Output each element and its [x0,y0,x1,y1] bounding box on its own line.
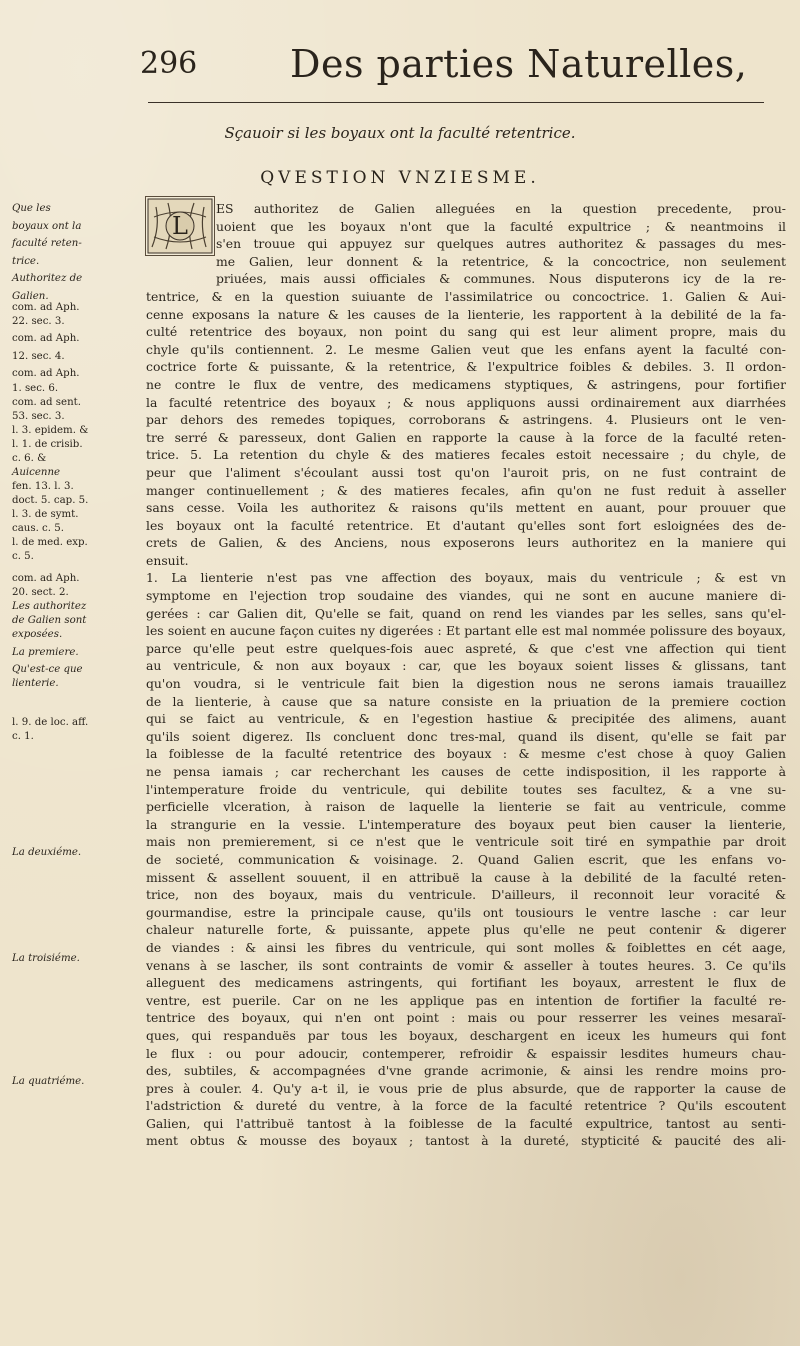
text-line: qui se faict au ventricule, & en l'egestion hastiue & precipitée des alimens, auant [146,711,786,727]
margin-note: 22. sec. 3. [12,315,65,327]
margin-note: c. 6. & [12,452,47,464]
text-line: l'intemperature froide du ventricule, qui debilite toutes ses facultez, & a vne su- [146,781,786,797]
text-line: au ventricule, & non aux boyaux : car, que les boyaux soient lisses & glissans, tant [146,658,786,674]
text-line: pres à couler. 4. Qu'y a-t il, ie vous prie de plus absurde, que de rapporter la cause de [146,1080,786,1096]
text-line: symptome en l'ejection trop soudaine des viandes, qui ne sont en aucune maniere di- [146,588,786,604]
body-text [146,200,786,1150]
margin-note: La troisiéme. [12,952,80,964]
text-line: ne pensa iamais ; car recherchant les causes de cette indisposition, il les rapporte à [146,764,786,779]
text-line: les boyaux ont la faculté retentrice. Et d'autant qu'elles sont fort esloignées des de- [146,517,786,533]
text-line: qu'ils soient digerez. Ils concluent donc tres-mal, quand ils disent, qu'elle se fait par [146,728,786,744]
margin-note: La deuxiéme. [12,847,82,859]
margin-note: c. 1. [12,731,34,742]
margin-note: 12. sec. 4. [12,350,65,362]
margin-note: l. 9. de loc. aff. [12,716,89,728]
text-line: la faculté retentrice des boyaux ; & nous appliquons aussi ordinairement aux diarrhées [146,394,786,410]
text-line: chyle qu'ils contiennent. 2. Le mesme Galien veut que les enfans ayent la faculté con- [146,341,786,357]
text-line: missent & assellent souuent, il en attribuë la cause à la debilité de la faculté reten- [146,869,786,885]
margin-note: l. 1. de crisib. [12,438,83,450]
margin-note: com. ad Aph. [12,572,80,584]
margin-note: Que les [12,203,51,214]
text-line: peur que l'aliment s'écoulant aussi tost qu'on l'auroit pris, on ne fust contraint de [146,464,786,480]
text-line: 1. La lienterie n'est pas vne affection des boyaux, mais du ventricule ; & est vn [146,570,786,586]
margin-note: La premiere. [12,646,79,658]
text-line: tentrice des boyaux, qui n'en ont point : mais ou pour resserrer les veines mesaraï- [146,1010,786,1026]
text-line: de viandes : & ainsi les fibres du ventricule, qui sont molles & foiblettes en cét aage, [146,939,786,955]
dropcap-ornament-icon [146,197,214,255]
text-line: qu'on voudra, si le ventricule fait bien la digestion nous ne serons iamais trauaillez [146,676,786,692]
margin-note: La quatriéme. [12,1075,85,1087]
margin-note: com. ad Aph. [12,301,80,313]
margin-note: Galien. [12,291,49,302]
text-line: perficielle vlceration, à raison de laquelle la lienterie se fait au ventricule, comme [146,799,786,815]
margin-note: 53. sec. 3. [12,410,65,422]
text-line: ne contre le flux de ventre, des medicamens styptiques, & astringens, pour fortifier [146,376,786,392]
text-line: chaleur naturelle forte, & puissante, appete plus qu'elle ne peut contenir & digerer [146,922,786,938]
section-heading: Sçauoir si les boyaux ont la faculté retentrice. [224,124,576,142]
ornamental-dropcap [145,196,215,256]
text-line: alleguent des medicamens astringents, qui fortifiant les boyaux, arrestent le flux de [146,975,786,991]
text-line: gerées : car Galien dit, Qu'elle se fait, quand on rend les viandes par les selles, sans qu'el- [146,605,786,621]
text-line: les soient en aucune façon cuites ny digerées : Et partant elle est mal nommée polissure des boyaux, [146,623,786,639]
text-line: par dehors des remedes topiques, corroborans & astringens. 4. Plusieurs ont le ven- [146,412,786,428]
margin-note: lienterie. [12,678,59,690]
margin-note: l. de med. exp. [12,537,88,549]
text-line: Galien, qui l'attribuë tantost à la foiblesse de la faculté expultrice, tantost au senti- [146,1115,786,1131]
margin-note: c. 5. [12,551,34,563]
margin-note: doct. 5. cap. 5. [12,495,89,507]
margin-note: boyaux ont la [12,220,82,232]
text-line: ment obtus & mousse des boyaux ; tantost à la dureté, stypticité & paucité des ali- [146,1133,786,1149]
margin-note: Les authoritez [12,600,87,612]
text-line: sans cesse. Voila les authoritez & raisons qu'ils mettent en auant, pour prouuer que [146,500,786,516]
text-line: venans à se lascher, ils sont contraints de vomir & asseller à toutes heures. 3. Ce qu'ils [146,957,786,973]
text-line: gourmandise, estre la principale cause, qu'ils ont tousiours le ventre lasche : car leur [146,904,786,920]
margin-note: 20. sect. 2. [12,586,69,598]
margin-note: com. ad Aph. [12,333,80,345]
text-line: tre serré & paresseux, dont Galien en rapporte la cause à la force de la faculté reten- [146,429,786,445]
text-line: uoient que les boyaux n'ont que la faculté expultrice ; & neantmoins il [216,218,786,234]
text-line: des, subtiles, & accompagnées d'vne grande acrimonie, & ainsi les rendre moins pro- [146,1063,786,1079]
page-header [110,42,760,92]
text-line: la strangurie en la vessie. L'intemperature des boyaux peut bien causer la lienterie, [146,816,786,832]
text-line: ES authoritez de Galien alleguées en la question precedente, prou- [216,201,786,216]
margin-note: caus. c. 5. [12,523,64,535]
margin-note: 1. sec. 6. [12,382,59,394]
text-line: priuées, mais aussi officiales & communes. Nous disputerons icy de la re- [216,271,786,287]
margin-note: fen. 13. l. 3. [12,481,74,493]
text-line: manger continuellement ; & des matieres fecales, afin qu'on ne fust reduit à asseller [146,482,786,498]
margin-note: l. 3. de symt. [12,509,79,521]
dropcap-letter: L [172,212,188,240]
margin-note: com. ad sent. [12,396,81,408]
text-line: trice. 5. La retention du chyle & des matieres fecales estoit necessaire ; du chyle, de [146,447,786,463]
text-line: mais non premierement, si ce n'est que le ventricule soit tiré en sympathie par droit [146,834,786,850]
text-line: parce qu'elle peut estre quelques-fois auec aspreté, & que c'est vne affection qui tient [146,640,786,656]
text-line: me Galien, leur donnent & la retentrice, & la concoctrice, non seulement [216,253,786,269]
page-number: 296 [140,46,198,81]
header-rule [148,102,764,103]
text-line: trice, non des boyaux, mais du ventricule. D'ailleurs, il reconnoit leur voracité & [146,887,786,903]
margin-note: exposées. [12,628,63,640]
text-line: ques, qui respanduës par tous les boyaux, deschargent en iceux les humeurs qui font [146,1027,786,1043]
text-line: la foiblesse de la faculté retentrice des boyaux : & mesme c'est chose à quoy Galien [146,746,786,762]
margin-note: Authoritez de [12,273,83,285]
text-line: ventre, est puerile. Car on ne les applique pas en intention de fortifier la faculté re- [146,992,786,1008]
text-line: le flux : ou pour adoucir, contemperer, refroidir & espaissir lesdites humeurs chau- [146,1045,786,1061]
text-line: coctrice forte & puissante, & la retentrice, & l'expultrice foibles & debiles. 3. Il ordon- [146,359,786,375]
text-line: de la lienterie, à cause que sa nature consiste en la priuation de la premiere coction [146,693,786,709]
running-head: Des parties Naturelles, [290,42,748,86]
text-line: crets de Galien, & des Anciens, nous exposerons leurs authoritez en la maniere qui [146,535,786,551]
margin-note: trice. [12,255,40,267]
question-title: QVESTION VNZIESME. [260,168,540,188]
text-line: cenne exposans la nature & les causes de la lienterie, les rapportent à la debilité de la fa- [146,306,786,322]
margin-note: de Galien sont [12,614,87,626]
text-line: tentrice, & en la question suiuante de l'assimilatrice ou concoctrice. 1. Galien & Aui- [146,288,786,304]
text-line: l'adstriction & dureté du ventre, à la force de la faculté retentrice ? Qu'ils escoutent [146,1098,786,1114]
margin-note: Qu'est-ce que [12,664,83,676]
text-line: s'en trouue qui appuyez sur quelques autres authoritez & passages du mes- [216,236,786,252]
margin-note: l. 3. epidem. & [12,424,89,436]
text-line: de societé, communication & voisinage. 2. Quand Galien escrit, que les enfans vo- [146,851,786,867]
text-line: ensuit. [146,552,189,568]
margin-note: Auicenne [12,467,61,478]
margin-note: com. ad Aph. [12,368,80,380]
text-line: culté retentrice des boyaux, non point du sang qui est leur aliment propre, mais du [146,324,786,340]
margin-note: faculté reten- [12,238,82,250]
